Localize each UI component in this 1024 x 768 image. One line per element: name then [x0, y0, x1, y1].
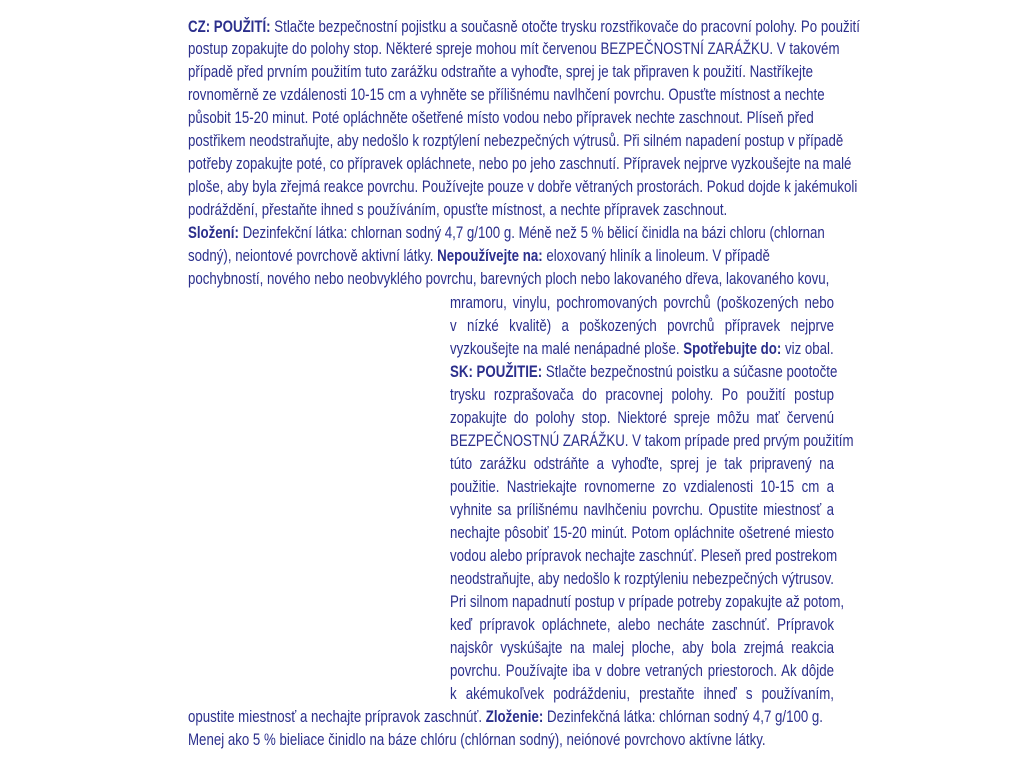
text-line-11: sodný), neiontové povrchově aktivní látky. Nepoužívejte na: eloxovaný hliník a linoleum. V případě: [188, 246, 770, 265]
text-line-6: postřikem neodstraňujte, aby nedošlo k rozptýlení nebezpečných výtrusů. Při silném napadení postup v případě: [188, 131, 844, 150]
text-line-1: CZ: POUŽITÍ: Stlačte bezpečnostní pojistku a současně otočte trysku rozstřikovače do pracovní polohy. Po použití: [188, 17, 860, 36]
text-line-10: Složení: Dezinfekční látka: chlornan sodný 4,7 g/100 g. Méně než 5 % bělicí činidla na bázi chloru (chlornan: [188, 223, 825, 242]
text-line-19: BEZPEČNOSTNÚ ZARÁŽKU. V takom prípade pred prvým použitím: [450, 431, 854, 450]
text-line-21: použitie. Nastriekajte rovnomerne zo vzdialenosti 10-15 cm a: [450, 477, 834, 496]
text-line-3: případě před prvním použitím tuto zarážku odstraňte a vyhoďte, sprej je tak připraven k použití. Nastříkejte: [188, 62, 814, 81]
text-line-29: povrchu. Používajte iba v dobre vetraných priestoroch. Ak dôjde: [450, 661, 834, 680]
section-heading-do-not-use-on: Nepoužívejte na:: [437, 246, 543, 265]
text-line-26: Pri silnom napadnutí postup v prípade potreby zopakujte až potom,: [450, 592, 845, 611]
text-line-7: potřeby zopakujte poté, co přípravek opláchnete, nebo po jeho zaschnutí. Přípravek nejprve vyzkoušejte na malé: [188, 154, 852, 173]
text-line-17: trysku rozprašovača do pracovnej polohy. Po použití postup: [450, 385, 834, 404]
text-line-13: mramoru, vinylu, pochromovaných povrchů (poškozených nebo: [450, 293, 834, 312]
section-heading-sk-usage: SK: POUŽITIE:: [450, 362, 543, 381]
text-line-25: neodstraňujte, aby nedošlo k rozptýleniu nebezpečných výtrusov.: [450, 569, 834, 588]
text-line-12: pochybností, nového nebo neobvyklého povrchu, barevných ploch nebo lakovaného dřeva, lakovaného kovu,: [188, 269, 830, 288]
section-heading-sk-composition: Zloženie:: [485, 707, 544, 726]
section-heading-use-by: Spotřebujte do:: [683, 339, 782, 358]
text-line-14: v nízké kvalitě) a poškozených povrchů přípravek nejprve: [450, 316, 834, 335]
text-line-20: túto zarážku odstráňte a vyhoďte, sprej je tak pripravený na: [450, 454, 834, 473]
text-line-24: vodou alebo prípravok nechajte zaschnúť. Pleseň pred postrekom: [450, 546, 838, 565]
text-line-31: opustite miestnosť a nechajte prípravok zaschnúť. Zloženie: Dezinfekčná látka: chlórnan sodný 4,7 g/100 g.: [188, 707, 823, 726]
text-line-28: najskôr vyskúšajte na malej ploche, aby bola zrejmá reakcia: [450, 638, 834, 657]
text-line-22: vyhnite sa prílišnému navlhčeniu povrchu. Opustite miestnosť a: [450, 500, 834, 519]
section-heading-cz-usage: CZ: POUŽITÍ:: [188, 17, 271, 36]
text-line-18: zopakujte do polohy stop. Niektoré spreje môžu mať červenú: [450, 408, 834, 427]
text-line-30: k akémukoľvek podráždeniu, prestaňte ihneď s používaním,: [450, 684, 834, 703]
text-line-2: postup zopakujte do polohy stop. Některé spreje mohou mít červenou BEZPEČNOSTNÍ ZARÁŽKU. V takovém: [188, 39, 840, 58]
section-heading-composition: Složení:: [188, 223, 239, 242]
text-line-23: nechajte pôsobiť 15-20 minút. Potom opláchnite ošetrené miesto: [450, 523, 834, 542]
text-line-5: působit 15-20 minut. Poté opláchněte ošetřené místo vodou nebo přípravek nechte zaschnout. Plíseň před: [188, 108, 814, 127]
text-line-4: rovnoměrně ze vzdálenosti 10-15 cm a vyhněte se přílišnému navlhčení povrchu. Opusťte místnost a nechte: [188, 85, 825, 104]
text-line-32: Menej ako 5 % bieliace činidlo na báze chlóru (chlórnan sodný), neiónové povrchovo aktívne látky.: [188, 730, 766, 749]
text-line-8: ploše, aby byla zřejmá reakce povrchu. Používejte pouze v dobře větraných prostorách. Pokud dojde k jakémukoli: [188, 177, 858, 196]
text-line-16: SK: POUŽITIE: Stlačte bezpečnostnú poistku a súčasne pootočte: [450, 362, 838, 381]
text-line-15: vyzkoušejte na malé nenápadné ploše. Spotřebujte do: viz obal.: [450, 339, 834, 358]
text-line-27: keď prípravok opláchnete, alebo necháte zaschnúť. Prípravok: [450, 615, 834, 634]
text-line-9: podráždění, přestaňte ihned s používáním, opusťte místnost, a nechte přípravek zaschnout.: [188, 200, 728, 219]
